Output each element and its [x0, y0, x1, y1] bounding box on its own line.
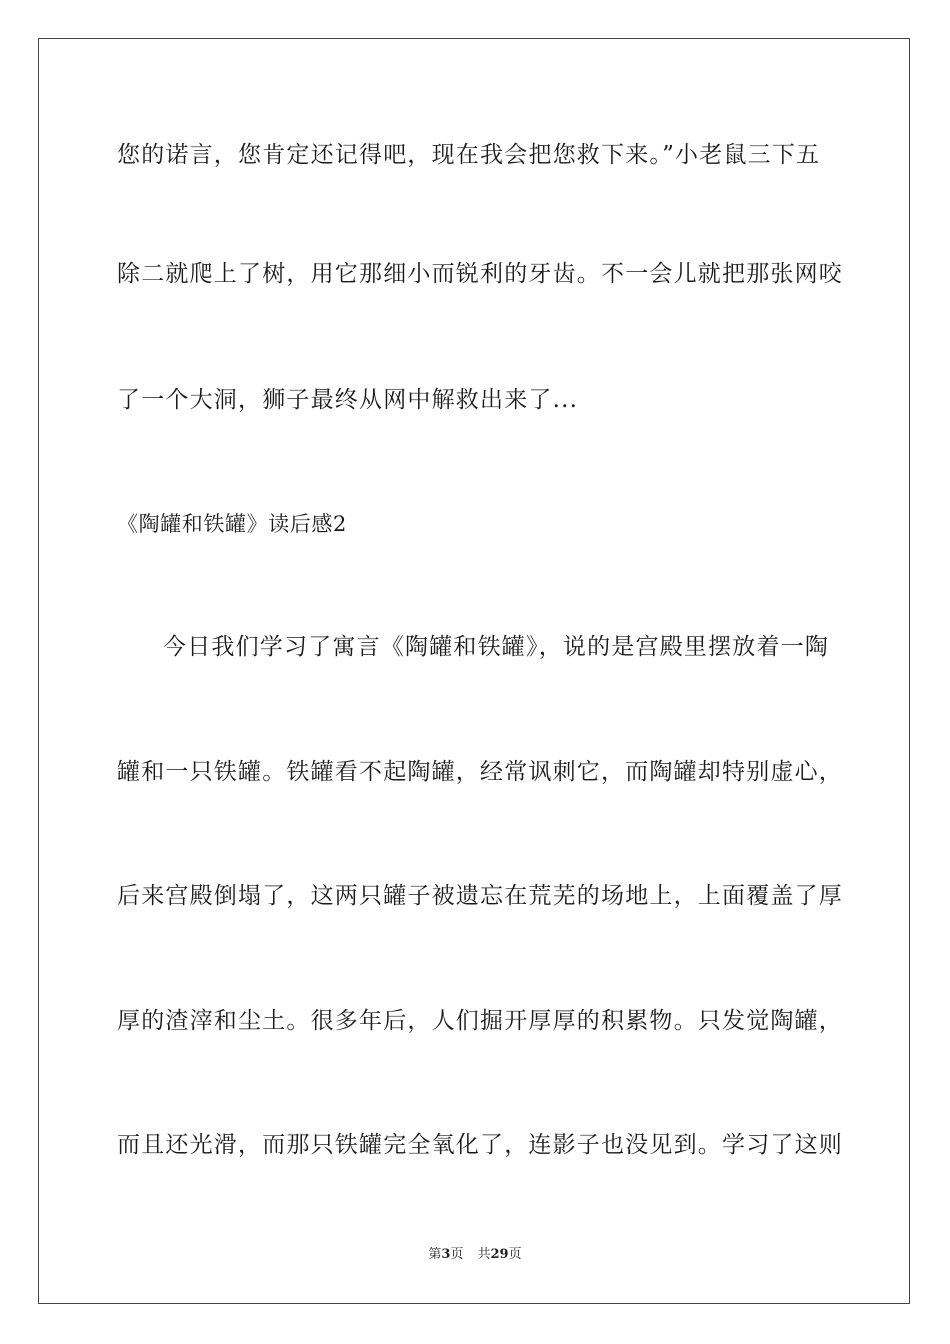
footer-page-number: 3 [441, 1247, 451, 1262]
footer-page-suffix: 页 [450, 1247, 464, 1262]
page-footer [0, 1246, 950, 1264]
section-heading: 《陶罐和铁罐》读后感2 [117, 512, 347, 536]
paragraph-2-line-3: 后来宫殿倒塌了，这两只罐子被遗忘在荒芜的场地上，上面覆盖了厚 [117, 883, 843, 909]
paragraph-1-line-2: 除二就爬上了树，用它那细小而锐利的牙齿。不一会儿就把那张网咬 [117, 261, 843, 287]
footer-total-pages: 29 [490, 1247, 509, 1262]
paragraph-2-line-4: 厚的渣滓和尘土。很多年后，人们掘开厚厚的积累物。只发觉陶罐， [117, 1008, 843, 1034]
footer-total-suffix: 页 [508, 1247, 522, 1262]
footer-page-prefix: 第 [428, 1247, 442, 1262]
paragraph-2-line-2: 罐和一只铁罐。铁罐看不起陶罐，经常讽刺它，而陶罐却特别虚心， [117, 759, 843, 785]
page-border [38, 38, 910, 1304]
paragraph-1-line-1: 您的诺言，您肯定还记得吧，现在我会把您救下来。”小老鼠三下五 [117, 142, 821, 168]
paragraph-1-line-3: 了一个大洞，狮子最终从网中解救出来了... [117, 387, 579, 413]
paragraph-2-line-5: 而且还光滑，而那只铁罐完全氧化了，连影子也没见到。学习了这则 [117, 1132, 843, 1158]
footer-total-prefix: 共 [477, 1247, 491, 1262]
paragraph-2-line-1: 今日我们学习了寓言《陶罐和铁罐》，说的是宫殿里摆放着一陶 [163, 634, 830, 660]
